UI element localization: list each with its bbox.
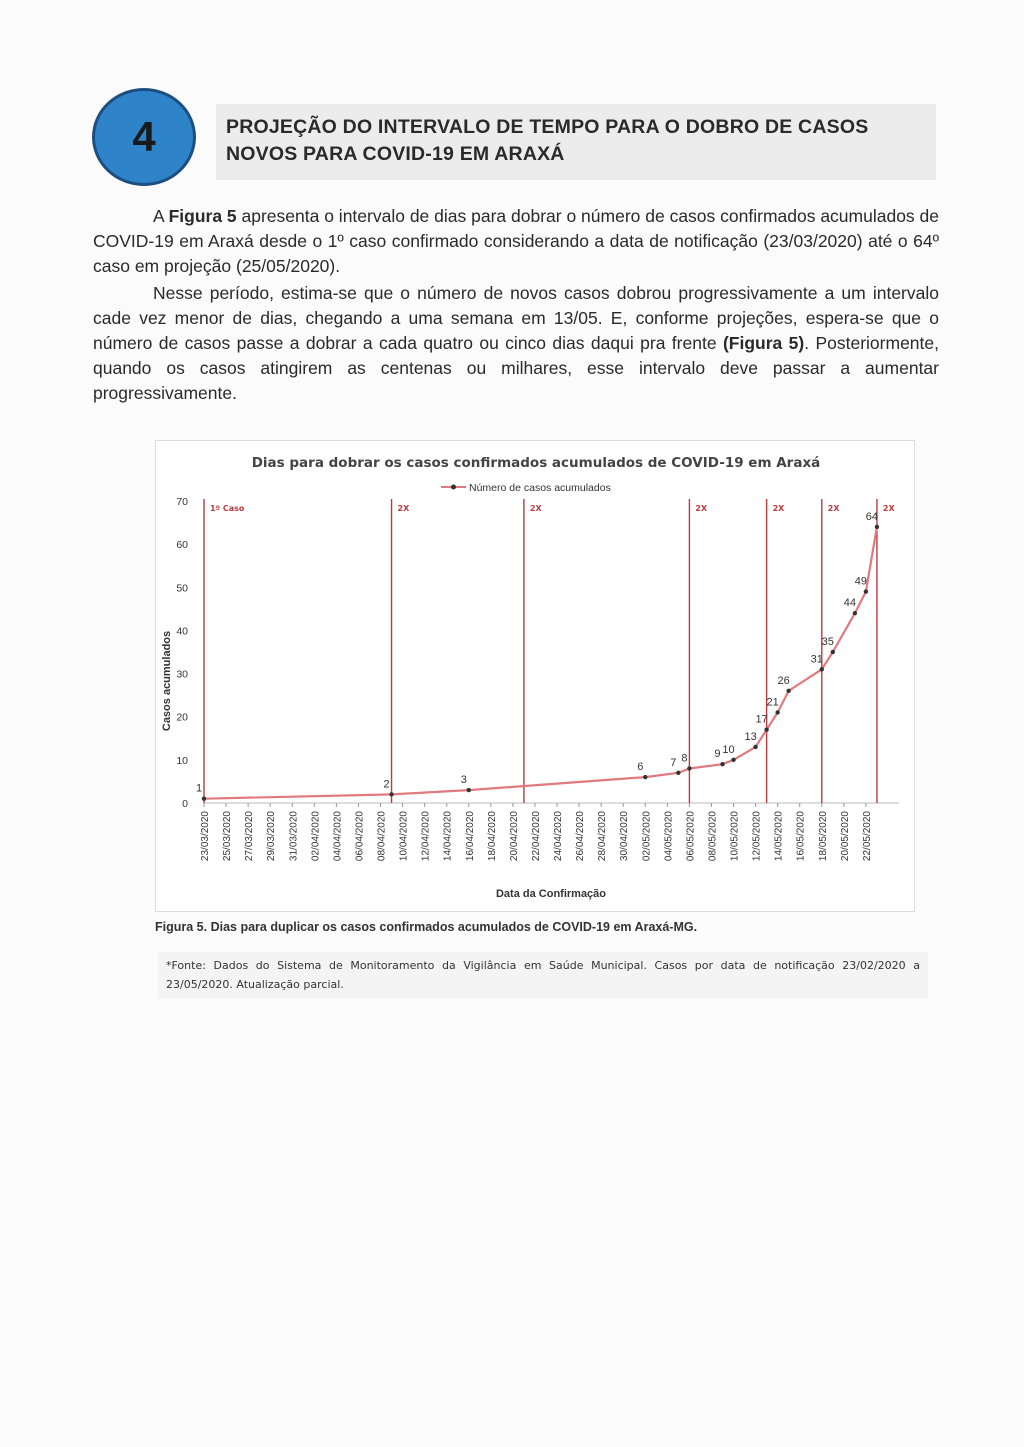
x-tick-label: 06/05/2020: [685, 811, 697, 862]
x-tick-label: 10/04/2020: [398, 811, 410, 862]
data-label: 64: [865, 510, 879, 523]
data-label: 2: [383, 778, 390, 791]
data-point: [764, 727, 768, 731]
y-tick-label: 50: [176, 582, 188, 595]
data-point: [820, 667, 824, 671]
chart-series: [196, 511, 879, 801]
doubling-markers: [204, 499, 896, 803]
data-label: 44: [843, 597, 856, 610]
data-point: [202, 796, 206, 800]
data-label: 17: [755, 713, 768, 726]
x-tick-label: 20/04/2020: [508, 811, 520, 862]
data-point: [786, 689, 790, 693]
y-tick-label: 60: [176, 539, 188, 552]
data-point: [467, 788, 471, 792]
data-point: [720, 762, 724, 766]
data-label: 6: [637, 761, 644, 774]
data-label: 7: [670, 756, 677, 769]
chart-title: Dias para dobrar os casos confirmados acumulados de COVID-19 em Araxá: [251, 455, 821, 471]
x-axis-label: Data da Confirmação: [495, 888, 607, 900]
source-note: *Fonte: Dados do Sistema de Monitoramento da Vigilância em Saúde Municipal. Casos por data de notificação 23/02/2020 a 23/05/2020. Atualização parcial.: [158, 952, 928, 998]
paragraph-1-figure-ref: Figura 5: [168, 206, 237, 226]
chart-frame: [155, 440, 915, 912]
data-label: 10: [722, 743, 735, 756]
paragraph-1-post: apresenta o intervalo de dias para dobrar o número de casos confirmados acumulados de COVID-19 em Araxá desde o 1º caso confirmado considerando a data de notificação (23/03/2020) até o 64º caso em projeção (25/05/2020).: [93, 206, 940, 276]
section-title-box: [216, 104, 936, 180]
x-tick-label: 02/05/2020: [641, 811, 653, 862]
x-tick-label: 16/04/2020: [464, 811, 476, 862]
x-tick-label: 04/05/2020: [663, 811, 675, 862]
figure-caption: Figura 5. Dias para duplicar os casos confirmados acumulados de COVID-19 em Araxá-MG.: [155, 920, 698, 934]
section-title-line-2: NOVOS PARA COVID-19 EM ARAXÁ: [226, 143, 565, 165]
section-header: [92, 88, 938, 188]
data-point: [389, 792, 393, 796]
doubling-chart: [156, 441, 916, 913]
data-label: 13: [744, 730, 757, 743]
x-tick-label: 18/05/2020: [817, 811, 829, 862]
data-point: [643, 775, 647, 779]
paragraph-1: [93, 204, 939, 279]
paragraph-2: [93, 281, 939, 406]
data-label: 31: [810, 653, 823, 666]
data-point: [687, 766, 691, 770]
data-label: 49: [854, 575, 868, 588]
doubling-marker-label: 2X: [827, 504, 840, 513]
x-tick-label: 16/05/2020: [795, 811, 807, 862]
data-label: 3: [460, 774, 467, 787]
data-label: 1: [195, 782, 203, 795]
x-tick-label: 25/03/2020: [222, 811, 234, 862]
x-tick-label: 08/04/2020: [376, 811, 388, 862]
data-label: 9: [714, 748, 721, 761]
x-tick-label: 22/04/2020: [530, 811, 542, 862]
data-point: [831, 650, 835, 654]
x-tick-label: 30/04/2020: [619, 811, 631, 862]
data-point: [731, 758, 735, 762]
x-tick-label: 28/04/2020: [597, 811, 609, 862]
data-label: 8: [681, 752, 688, 765]
data-point: [875, 525, 879, 529]
y-tick-label: 10: [176, 754, 188, 767]
x-tick-label: 02/04/2020: [310, 811, 322, 862]
legend-label: Número de casos acumulados: [469, 482, 611, 494]
data-point: [676, 771, 680, 775]
chart-axes: [176, 496, 899, 861]
paragraph-1-pre: A: [153, 206, 169, 226]
legend-swatch-dot: [451, 485, 456, 490]
x-tick-label: 22/05/2020: [861, 811, 873, 862]
x-tick-label: 14/05/2020: [773, 811, 785, 862]
x-tick-label: 10/05/2020: [729, 811, 741, 862]
x-tick-label: 27/03/2020: [244, 811, 256, 862]
paragraph-2-post: . Posteriormente, quando os casos atingirem as centenas ou milhares, esse intervalo deve passar a aumentar progressivamente.: [93, 333, 939, 403]
series-line: [204, 527, 877, 799]
x-tick-label: 14/04/2020: [442, 811, 454, 862]
data-point: [853, 611, 857, 615]
x-tick-label: 24/04/2020: [553, 811, 565, 862]
y-tick-label: 30: [176, 668, 188, 681]
x-tick-label: 06/04/2020: [354, 811, 366, 862]
section-number-badge: 4: [92, 88, 196, 186]
y-tick-label: 70: [176, 496, 188, 508]
x-tick-label: 20/05/2020: [839, 811, 851, 862]
doubling-marker-label: 2X: [529, 504, 542, 513]
x-tick-label: 04/04/2020: [332, 811, 344, 862]
chart-legend: [441, 482, 611, 494]
data-label: 35: [821, 636, 834, 648]
x-tick-label: 23/03/2020: [200, 811, 211, 862]
x-tick-label: 31/03/2020: [288, 811, 300, 862]
x-tick-label: 18/04/2020: [486, 811, 498, 862]
doubling-marker-label: 2X: [772, 504, 785, 513]
x-tick-label: 12/05/2020: [751, 811, 763, 862]
doubling-marker-label: 2X: [397, 504, 410, 513]
data-point: [775, 710, 779, 714]
x-tick-label: 08/05/2020: [707, 811, 719, 862]
doubling-marker-label: 1º Caso: [210, 504, 245, 513]
paragraph-2-pre: Nesse período, estima-se que o número de novos casos dobrou progressivamente a um intervalo cade vez menor de dias, chegando a uma semana em 13/05. E, conforme projeções, espera-se que o número de casos passe a dobrar a cada quatro ou cinco dias daqui pra frente: [93, 283, 939, 353]
x-tick-label: 26/04/2020: [575, 811, 587, 862]
y-tick-label: 20: [176, 711, 188, 724]
x-tick-label: 29/03/2020: [266, 811, 278, 862]
body-text: [93, 204, 939, 406]
data-point: [864, 589, 868, 593]
y-tick-label: 0: [182, 798, 188, 810]
y-axis-label: Casos acumulados: [161, 630, 173, 732]
x-tick-label: 12/04/2020: [420, 811, 432, 862]
paragraph-2-figure-ref: (Figura 5): [722, 333, 805, 353]
section-title-line-1: PROJEÇÃO DO INTERVALO DE TEMPO PARA O DOBRO DE CASOS: [226, 116, 869, 138]
doubling-marker-label: 2X: [695, 504, 708, 513]
data-label: 26: [777, 674, 790, 687]
data-point: [753, 745, 757, 749]
data-label: 21: [766, 696, 779, 709]
doubling-marker-label: 2X: [882, 504, 895, 513]
y-tick-label: 40: [176, 625, 188, 638]
